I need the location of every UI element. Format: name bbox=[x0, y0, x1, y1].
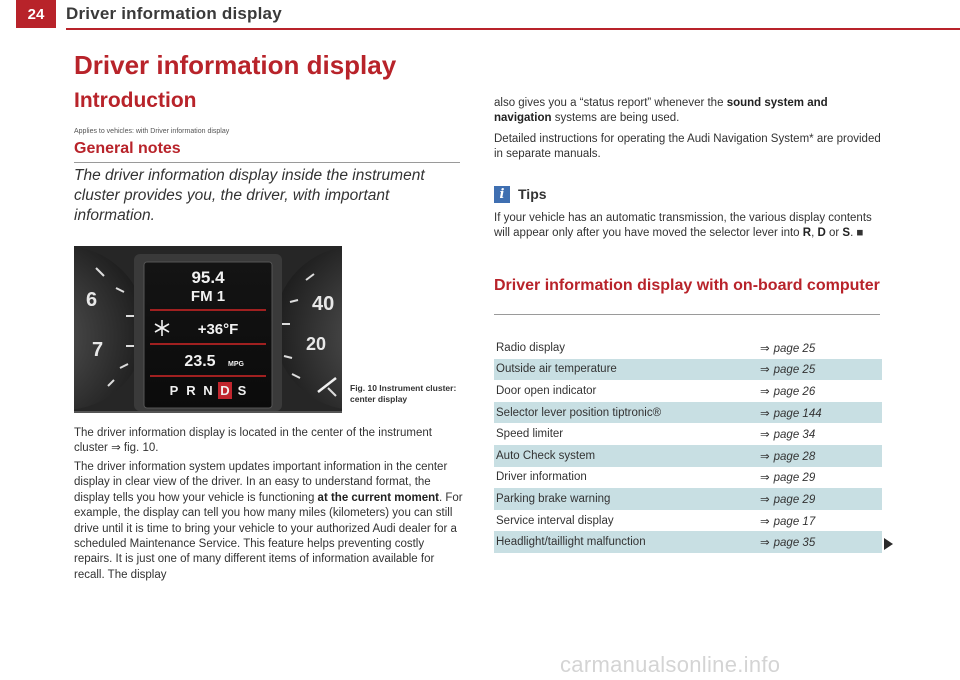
reference-name: Speed limiter bbox=[496, 428, 564, 441]
reference-name: Outside air temperature bbox=[496, 363, 617, 376]
reference-name: Door open indicator bbox=[496, 384, 597, 397]
figure-reference-link[interactable]: fig. 10. bbox=[120, 442, 159, 455]
arrow-glyph: ⇒ bbox=[760, 515, 770, 528]
page-reference-text: page 26 bbox=[773, 385, 816, 398]
header-title: Driver information display bbox=[66, 4, 282, 23]
arrow-glyph: ⇒ bbox=[760, 407, 770, 420]
info-icon: i bbox=[494, 186, 510, 203]
tachometer-number: 7 bbox=[92, 339, 104, 361]
arrow-glyph: ⇒ bbox=[760, 450, 770, 463]
instrument-cluster-illustration bbox=[74, 246, 342, 411]
reference-name: Auto Check system bbox=[496, 449, 596, 462]
page-reference-link[interactable] bbox=[760, 514, 815, 528]
gear-letter: S bbox=[237, 383, 247, 398]
reference-name: Service interval display bbox=[496, 514, 614, 527]
page-reference-text: page 17 bbox=[773, 515, 816, 528]
paragraph-text: systems are being used. bbox=[551, 112, 680, 125]
page-reference-link[interactable] bbox=[760, 384, 815, 398]
reference-name: Radio display bbox=[496, 341, 566, 354]
gear-letter: S bbox=[842, 227, 851, 240]
page-reference-link[interactable] bbox=[760, 449, 815, 463]
paragraph-text: The driver information display is located in the center of the instrument cluster bbox=[74, 427, 432, 455]
subsection-title: General notes bbox=[74, 140, 181, 157]
reference-name: Driver information bbox=[496, 471, 587, 484]
page-reference-text: page 35 bbox=[773, 537, 816, 550]
page-reference-text: page 34 bbox=[773, 429, 816, 442]
tips-heading bbox=[494, 184, 547, 204]
page-reference-text: page 29 bbox=[773, 472, 816, 485]
paragraph-text: If your vehicle has an automatic transmission, the various display contents will appear only after you have moved the selector lever into bbox=[494, 212, 872, 240]
reference-row bbox=[494, 467, 882, 489]
body-paragraph bbox=[74, 460, 464, 583]
emphasis-text: sound system and navigation bbox=[494, 97, 828, 125]
outside-temperature: +36°F bbox=[197, 321, 239, 338]
page-reference-link[interactable] bbox=[760, 406, 822, 420]
reference-row bbox=[494, 445, 882, 467]
computer-section-title: Driver information display with on-board computer bbox=[494, 277, 880, 294]
arrow-glyph: ⇒ bbox=[760, 342, 770, 355]
reference-row bbox=[494, 488, 882, 510]
arrow-glyph: ⇒ bbox=[760, 493, 770, 506]
applies-to-note: Applies to vehicles: with Driver information display bbox=[74, 128, 230, 135]
gear-letter: R bbox=[186, 383, 196, 398]
body-paragraph bbox=[74, 426, 464, 457]
lead-text: The driver information display inside the instrument cluster provides you, the driver, with important information. bbox=[74, 167, 425, 224]
page-reference-table bbox=[494, 337, 882, 553]
arrow-glyph: ⇒ bbox=[760, 472, 770, 485]
page-reference-text: page 144 bbox=[773, 407, 822, 420]
page-reference-text: page 25 bbox=[773, 364, 816, 377]
paragraph-text: The driver information system updates important information in the center display in clear view of the driver. In an easy to understand format, the display tells you how your vehicle is functioning bbox=[74, 461, 448, 504]
reference-name: Headlight/taillight malfunction bbox=[496, 536, 646, 549]
page-reference-text: page 25 bbox=[773, 342, 816, 355]
reference-row bbox=[494, 359, 882, 381]
arrow-glyph: ⇒ bbox=[760, 537, 770, 550]
gear-letter: D bbox=[220, 383, 230, 398]
radio-frequency: 95.4 bbox=[191, 268, 225, 287]
reference-row bbox=[494, 337, 882, 359]
arrow-glyph: ⇒ bbox=[760, 364, 770, 377]
gear-letter: P bbox=[169, 383, 179, 398]
section-title: Introduction bbox=[74, 89, 197, 112]
page-reference-link[interactable] bbox=[760, 470, 815, 484]
header-rule bbox=[66, 28, 960, 30]
separator: , bbox=[811, 227, 818, 240]
page-reference-link[interactable] bbox=[760, 362, 815, 376]
section-rule bbox=[494, 314, 880, 315]
subsection-rule bbox=[74, 162, 460, 163]
page-number: 24 bbox=[16, 0, 56, 28]
speedometer-number: 20 bbox=[306, 334, 327, 354]
page-title: Driver information display bbox=[74, 50, 397, 80]
page-reference-text: page 28 bbox=[773, 450, 816, 463]
arrow-glyph: ⇒ bbox=[760, 429, 770, 442]
fuel-economy-value: 23.5 bbox=[184, 353, 216, 370]
gear-letter: R bbox=[802, 227, 812, 240]
page-reference-link[interactable] bbox=[760, 535, 815, 549]
tips-text bbox=[494, 211, 884, 242]
body-paragraph bbox=[494, 96, 884, 127]
continue-arrow-icon bbox=[884, 538, 893, 550]
speedometer-number: 40 bbox=[312, 293, 335, 315]
reference-row bbox=[494, 423, 882, 445]
tips-title: Tips bbox=[518, 186, 547, 202]
page-reference-link[interactable] bbox=[760, 492, 815, 506]
paragraph-text: . For example, the display can tell you how many miles (kilometers) you can still drive until it is time to bring your vehicle to your authorized Audi dealer for a scheduled Maintenance Service. This feature helps preventing costly repairs. It is just one of many different items of information available for recall. The display bbox=[74, 491, 463, 581]
arrow-glyph: ⇒ bbox=[760, 385, 770, 398]
body-paragraph: Detailed instructions for operating the Audi Navigation System* are provided in separate manuals. bbox=[494, 133, 881, 161]
radio-band: FM 1 bbox=[190, 288, 226, 305]
tachometer-number: 6 bbox=[86, 289, 98, 311]
reference-name: Parking brake warning bbox=[496, 492, 611, 505]
fuel-economy-unit: MPG bbox=[228, 361, 244, 368]
reference-name: Selector lever position tiptronic® bbox=[496, 406, 662, 419]
gear-letter: N bbox=[203, 383, 213, 398]
end-mark: . ■ bbox=[850, 227, 864, 240]
arrow-glyph: ⇒ bbox=[111, 442, 121, 455]
page-reference-text: page 29 bbox=[773, 493, 816, 506]
page-reference-link[interactable] bbox=[760, 341, 815, 355]
reference-row bbox=[494, 531, 882, 553]
emphasis-text: at the current moment bbox=[317, 491, 439, 504]
separator: or bbox=[825, 227, 843, 240]
paragraph-text: also gives you a “status report” whenever the bbox=[494, 97, 727, 109]
page-reference-link[interactable] bbox=[760, 427, 815, 441]
figure-caption: Fig. 10 Instrument cluster: center display bbox=[350, 383, 457, 404]
watermark: carmanualsonline.info bbox=[560, 652, 781, 677]
gear-letter: D bbox=[817, 227, 826, 240]
reference-row bbox=[494, 510, 882, 532]
instrument-cluster-figure bbox=[74, 246, 342, 413]
reference-row bbox=[494, 380, 882, 402]
reference-row bbox=[494, 402, 882, 424]
